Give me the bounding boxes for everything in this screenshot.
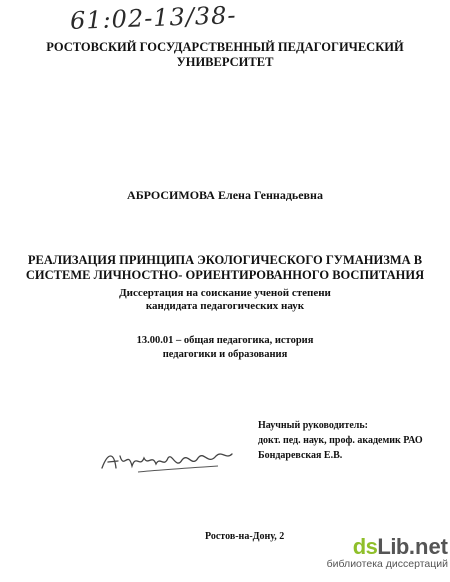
- watermark-net: net: [415, 534, 448, 559]
- supervisor-credentials: докт. пед. наук, проф. академик РАО: [258, 435, 423, 446]
- author-signature: [98, 446, 238, 476]
- university-name-line1: РОСТОВСКИЙ ГОСУДАРСТВЕННЫЙ ПЕДАГОГИЧЕСКИЙ: [46, 40, 404, 54]
- dissertation-title-line1: РЕАЛИЗАЦИЯ ПРИНЦИПА ЭКОЛОГИЧЕСКОГО ГУМАНИЗМА В: [27, 253, 423, 267]
- degree-statement: [0, 287, 450, 313]
- supervisor-label: Научный руководитель:: [258, 420, 368, 431]
- university-name-line2: УНИВЕРСИТЕТ: [176, 55, 274, 69]
- specialty-line1: 13.00.01 – общая педагогика, история: [136, 335, 314, 346]
- handwritten-archive-code: 61:02-13/38-: [69, 1, 237, 35]
- supervisor-block: [258, 418, 423, 463]
- watermark-ds: ds: [352, 534, 378, 559]
- university-name: [0, 40, 450, 70]
- degree-statement-line2: кандидата педагогических наук: [145, 300, 305, 312]
- specialty-code: [0, 334, 450, 362]
- author-name: АБРОСИМОВА Елена Геннадьевна: [127, 188, 323, 202]
- degree-statement-line1: Диссертация на соискание ученой степени: [119, 287, 331, 299]
- watermark-lib: Lib: [377, 534, 409, 559]
- dslib-watermark-logo: [290, 534, 448, 580]
- city-year: Ростов-на-Дону, 2: [205, 531, 285, 542]
- supervisor-name: Бондаревская Е.В.: [258, 450, 343, 461]
- watermark-subtitle: библиотека диссертаций: [326, 558, 448, 570]
- dissertation-title: [0, 253, 450, 283]
- dissertation-title-line2: СИСТЕМЕ ЛИЧНОСТНО- ОРИЕНТИРОВАННОГО ВОСПИТАНИЯ: [25, 268, 425, 282]
- specialty-line2: педагогики и образования: [162, 349, 288, 360]
- watermark-dot: .: [408, 534, 415, 559]
